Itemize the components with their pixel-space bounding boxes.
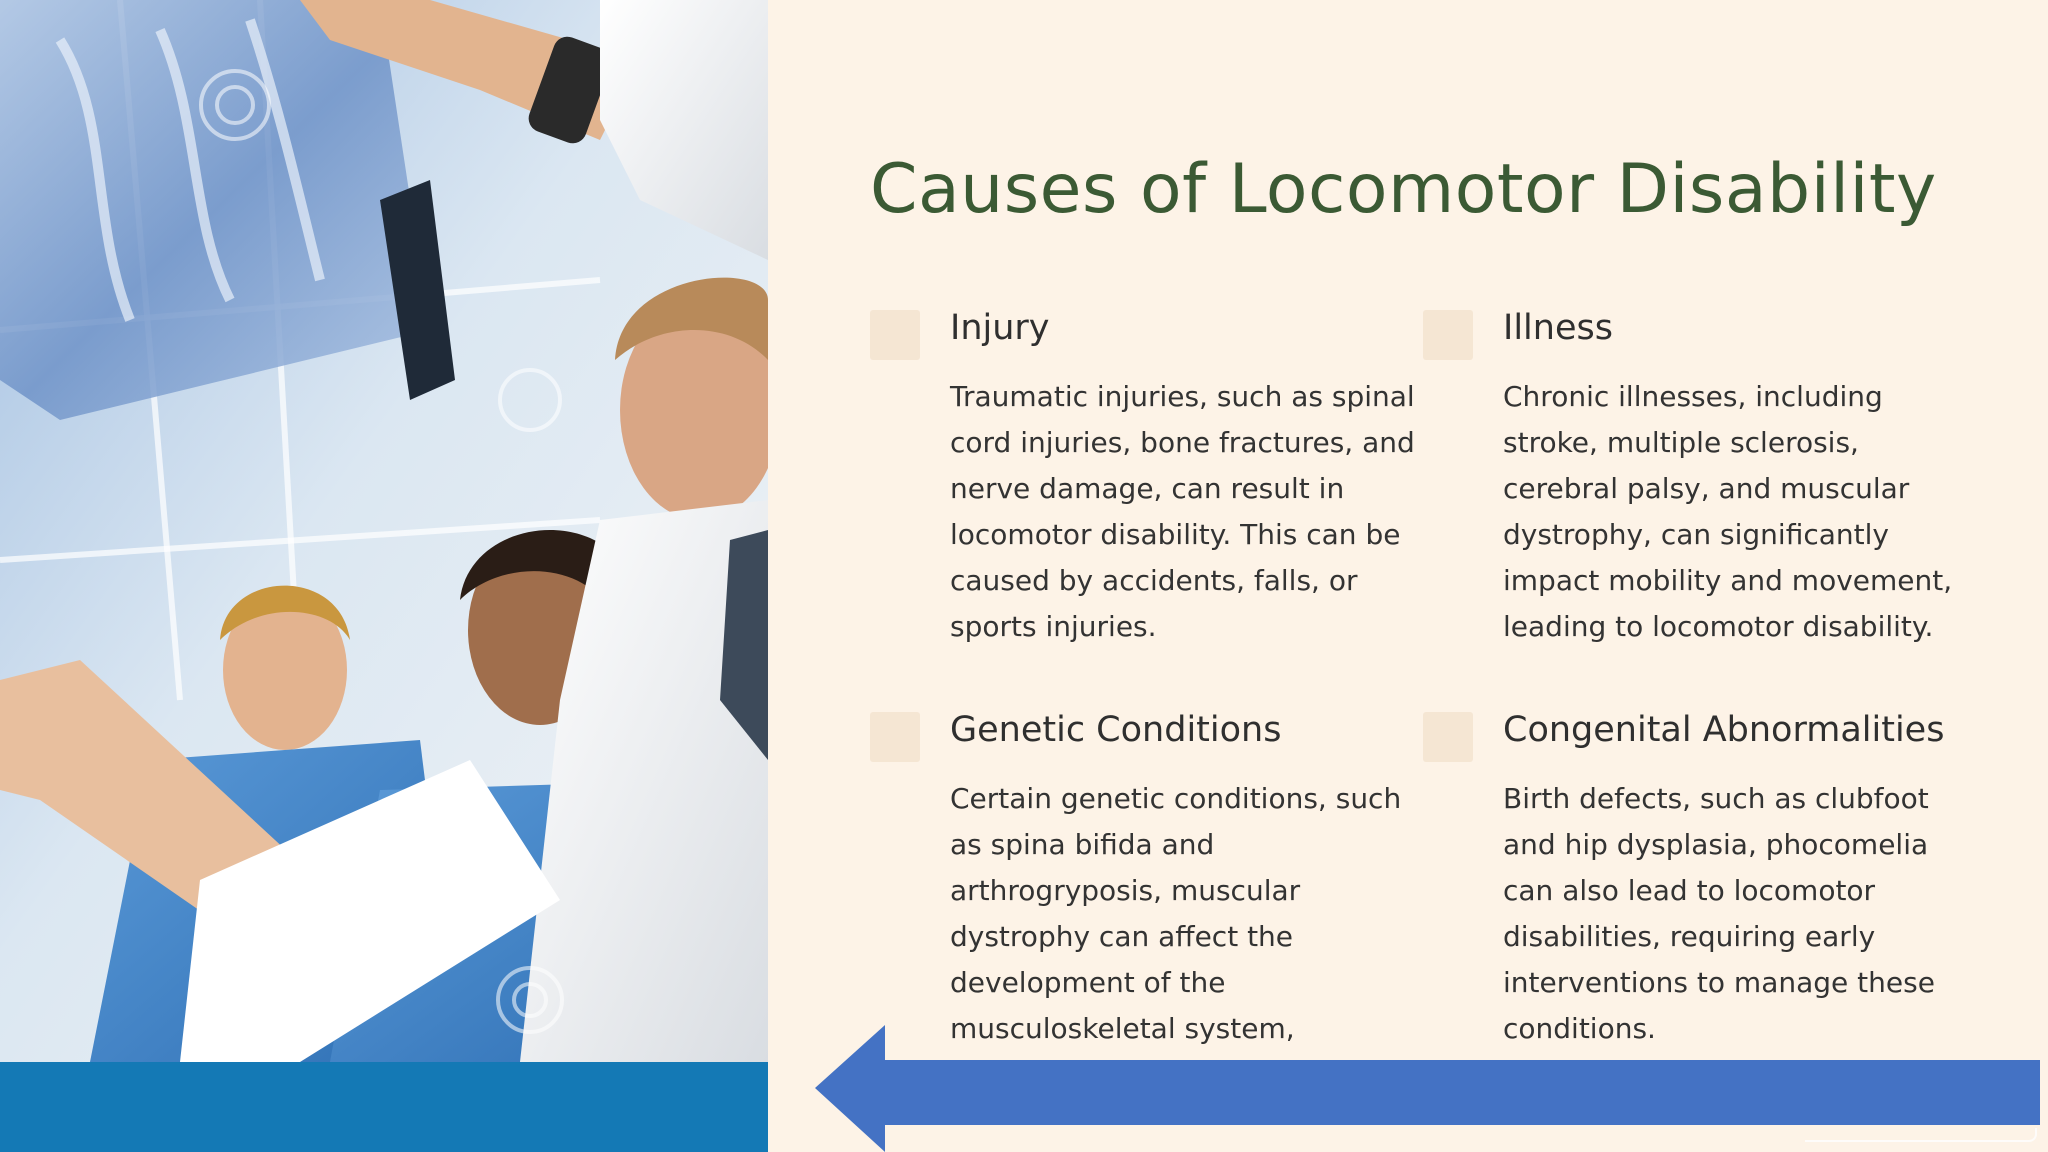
slide-title: Causes of Locomotor Disability [870,150,1937,229]
cause-description: Certain genetic conditions, such as spina bifida and arthrogryposis, muscular dystrophy can affect the development of the musculoskeletal system, [950,782,1402,1045]
photo-footer-bar [0,1062,768,1152]
cause-heading: Congenital Abnormalities [1503,710,1945,750]
cause-description: Traumatic injuries, such as spinal cord injuries, bone fractures, and nerve damage, can result in locomotor disability. This can be caused by accidents, falls, or sports injuries. [950,380,1415,643]
cause-marker [1423,712,1473,762]
corner-decoration [1805,1128,2037,1142]
cause-heading: Injury [950,308,1050,348]
cause-marker [870,712,920,762]
cause-description: Chronic illnesses, including stroke, multiple sclerosis, cerebral palsy, and muscular dystrophy, can significantly impact mobility and movement, leading to locomotor disability. [1503,380,1953,643]
cause-heading: Genetic Conditions [950,710,1282,750]
cause-heading: Illness [1503,308,1613,348]
cause-description: Birth defects, such as clubfoot and hip dysplasia, phocomelia can also lead to locomotor disabilities, requiring early interventions to manage these conditions. [1503,782,1935,1045]
doctors-xray-photo [0,0,768,1062]
cause-marker [1423,310,1473,360]
cause-marker [870,310,920,360]
